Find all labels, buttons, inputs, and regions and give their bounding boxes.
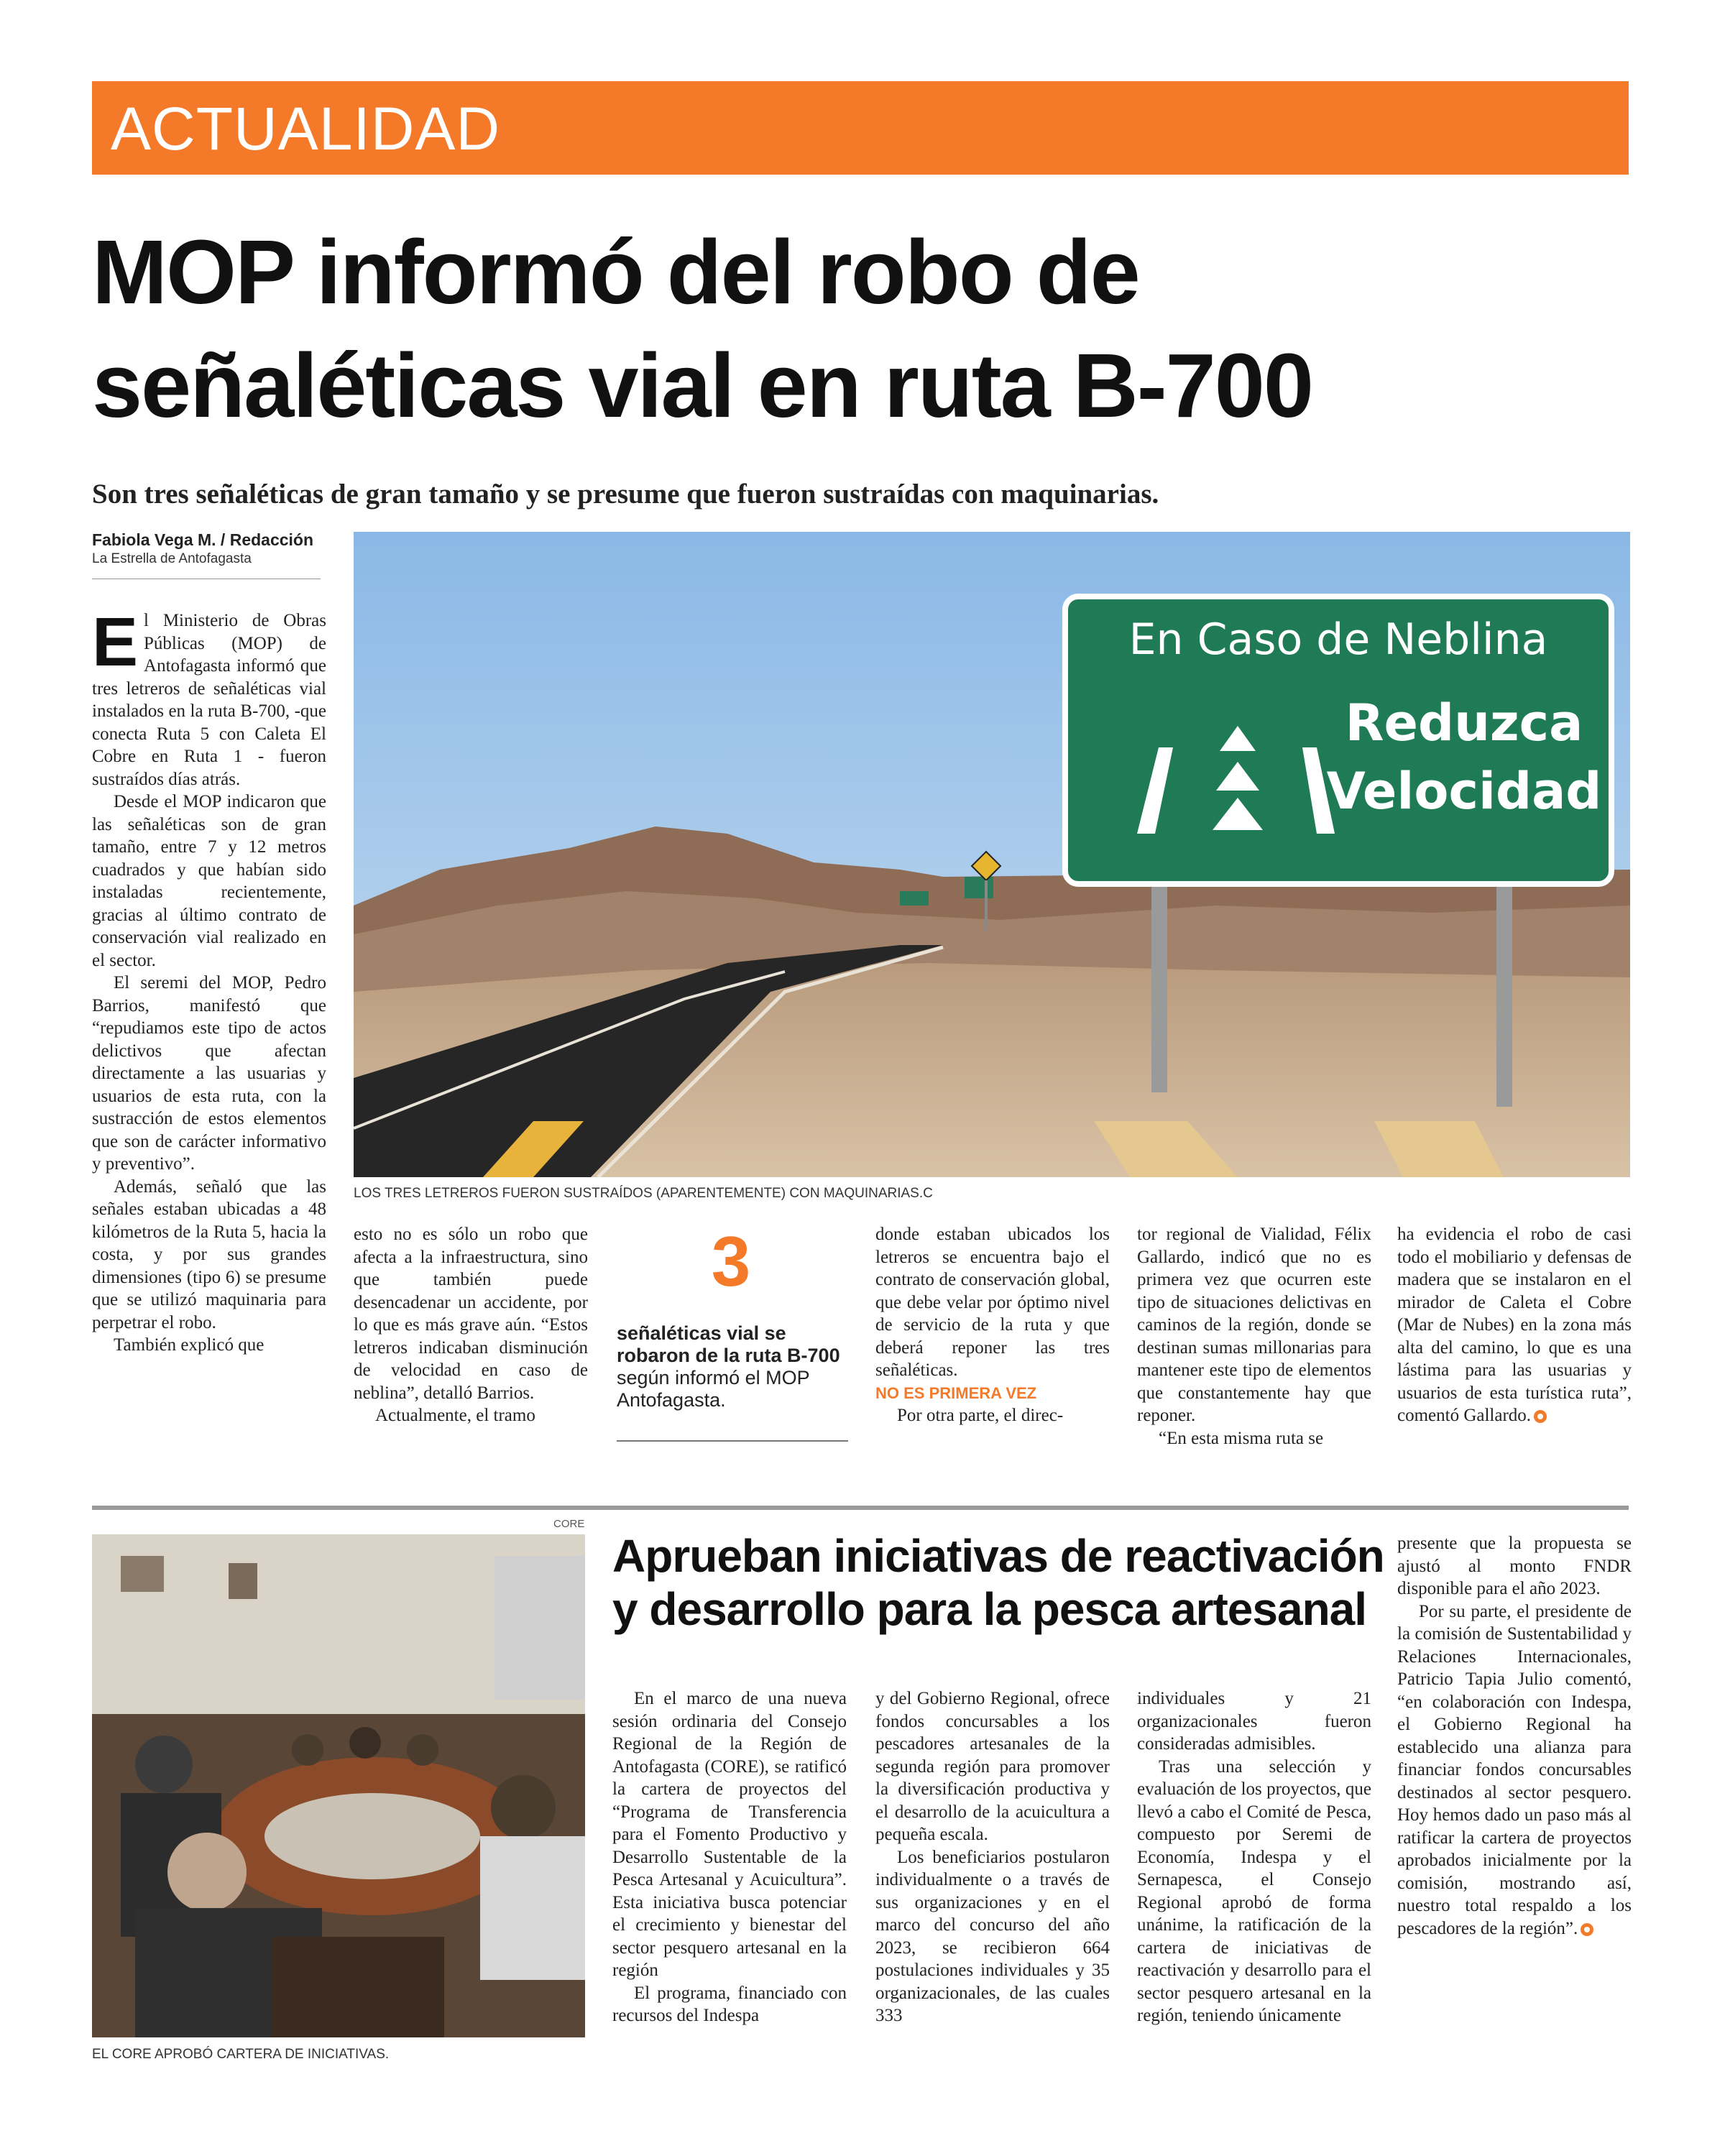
meeting-photo-illustration (92, 1534, 585, 2037)
sign-line-3: Velocidad (1326, 762, 1602, 821)
article1-column-2 (354, 1223, 588, 1427)
section-label: ACTUALIDAD (111, 95, 501, 162)
byline-outlet: La Estrella de Antofagasta (92, 551, 252, 566)
headline-line-2: señaléticas vial en ruta B-700 (92, 335, 1312, 436)
article2-column-1 (612, 1687, 847, 2027)
article1-column-5 (1397, 1223, 1632, 1427)
highlight-text-bold: señaléticas vial se robaron de la ruta B-700 (617, 1322, 840, 1366)
highlight-text-rest: según informó el MOP Antofagasta. (617, 1367, 810, 1411)
paragraph: Además, señaló que las señales estaban ubicadas a 48 kilómetros de la Ruta 5, hacia la costa, y por sus grandes dimensiones (tipo 6) se presume que se utilizó maquinaria para perpetrar el robo. (92, 1176, 326, 1332)
photo-caption: LOS TRES LETREROS FUERON SUSTRAÍDOS (APARENTEMENTE) CON MAQUINARIAS.C (354, 1186, 933, 1201)
headline2-line-2: y desarrollo para la pesca artesanal (612, 1583, 1367, 1635)
sign-line-2: Reduzca (1345, 694, 1583, 752)
end-of-article-icon (1534, 1410, 1547, 1423)
paragraph: En el marco de una nueva sesión ordinaria del Consejo Regional de la Región de Antofagasta (CORE), se ratificó la cartera de proyectos del “Programa de Transferencia para el Fomento Productivo y Desarrollo Sustentable de la Pesca Artesanal y Acuicultura”. Esta iniciativa busca potenciar el crecimiento y bienestar del sector pesquero artesanal en la región (612, 1689, 847, 1980)
headline2-line-1: Aprueban iniciativas de reactivación (612, 1530, 1384, 1582)
photo-caption: EL CORE APROBÓ CARTERA DE INICIATIVAS. (92, 2047, 390, 2062)
article2-column-2 (875, 1687, 1110, 2027)
highlight-number: 3 (711, 1222, 751, 1301)
article1-column-1 (92, 604, 326, 1357)
section-subtitle: NO ES PRIMERA VEZ (875, 1383, 1037, 1402)
paragraph: Actualmente, el tramo (375, 1406, 535, 1425)
article-headline (92, 216, 1637, 443)
paragraph: tor regional de Vialidad, Félix Gallardo, indicó que no es primera vez que ocurren este tipo de situaciones delictivas en caminos de la región, donde se destinan sumas millonarias para mantener este tipo de elementos que constantemente hay que reponer. (1137, 1225, 1371, 1425)
highlight-text (617, 1322, 854, 1411)
paragraph: El seremi del MOP, Pedro Barrios, manifestó que “repudiamos este tipo de actos delictivos que afectan directamente a las usuarias y usuarios de esta ruta, con la sustracción de estos elementos que son de carácter informativo y preventivo”. (92, 973, 326, 1174)
section-banner (92, 81, 1629, 175)
road-photo-illustration (354, 532, 1630, 1177)
paragraph: individuales y 21 organizacionales fueron consideradas admisibles. (1137, 1689, 1371, 1754)
article2-column-3 (1137, 1687, 1371, 2027)
council-meeting-photo (92, 1534, 585, 2037)
drop-cap: E (92, 604, 139, 681)
paragraph: Los beneficiarios postularon individualmente o a través de sus organizaciones y en el marco del concurso del año 2023, se recibieron 664 postulaciones individuales y 35 organizacionales, de las cuales 333 (875, 1847, 1110, 2025)
byline (92, 530, 315, 567)
photo-credit: CORE (553, 1518, 585, 1530)
article-subhead: Son tres señaléticas de gran tamaño y se presume que fueron sustraídas con maquinarias. (92, 479, 1159, 510)
end-of-article-icon (1581, 1923, 1593, 1936)
paragraph: esto no es sólo un robo que afecta a la infraestructura, sino que también puede desencadenar un accidente, por lo que es más grave aún. “Estos letreros indicaban disminución de velocidad en caso de neblina”, detalló Barrios. (354, 1225, 588, 1403)
paragraph: Tras una selección y evaluación de los proyectos, que llevó a cabo el Comité de Pesca, compuesto por Seremi de Economía, Indespa y el Sernapesca, el Consejo Regional aprobó de forma unánime, la ratificación de la cartera de iniciativas de reactivación y desarrollo para el sector pesquero artesanal en la región, teniendo únicamente (1137, 1756, 1371, 2025)
road-sign-photo (354, 532, 1630, 1177)
paragraph: “En esta misma ruta se (1159, 1428, 1324, 1448)
article2-column-4 (1397, 1532, 1632, 1940)
article2-headline (612, 1529, 1396, 1636)
paragraph: y del Gobierno Regional, ofrece fondos concursables a los pescadores artesanales de la segunda región para promover la diversificación productiva y el desarrollo de la acuicultura a pequeña escala. (875, 1689, 1110, 1844)
paragraph: Desde el MOP indicaron que las señaléticas son de gran tamaño, entre 7 y 12 metros cuadrados y que habían sido instaladas recientemente, gracias al último contrato de conservación vial realizado en el sector. (92, 792, 326, 970)
paragraph: El Ministerio de Obras Públicas (MOP) de Antofagasta informó que tres letreros de señaléticas vial instalados en la ruta B-700, -que conecta Ruta 5 con Caleta El Cobre en Ruta 1 - fueron sustraídos días atrás. (92, 604, 326, 789)
paragraph: También explicó que (114, 1335, 264, 1355)
paragraph: Por su parte, el presidente de la comisión de Sustentabilidad y Relaciones Internacionales, Patricio Tapia Julio comentó, “en colaboración con Indespa, el Gobierno Regional ha establecido una alianza para financiar fondos concursables destinados al sector pesquero. Hoy hemos dado un paso más al ratificar la cartera de proyectos aprobados inicialmente por la comisión, mostrando así, nuestro total respaldo a los pescadores de la región”. (1397, 1601, 1632, 1938)
paragraph: donde estaban ubicados los letreros se encuentra bajo el contrato de conservación global, que debe velar por óptimo nivel de servicio de la ruta y que deberá reponer las tres señaléticas. (875, 1225, 1110, 1380)
sign-line-1: En Caso de Neblina (1128, 614, 1548, 665)
article-divider (92, 1506, 1629, 1510)
paragraph: El programa, financiado con recursos del Indespa (612, 1983, 847, 2025)
paragraph: ha evidencia el robo de casi todo el mobiliario y defensas de madera que se instalaron en el mirador de Caleta el Cobre (Mar de Nubes) en la zona más alta del camino, lo que es una lástima para las usuarias y usuarios de esta turística ruta”, comentó Gallardo. (1397, 1225, 1632, 1425)
article1-column-3 (875, 1223, 1110, 1427)
article1-column-4 (1137, 1223, 1371, 1450)
headline-line-1: MOP informó del robo de (92, 221, 1139, 323)
byline-author: Fabiola Vega M. / Redacción (92, 530, 314, 549)
highlight-rule (617, 1440, 848, 1442)
paragraph: Por otra parte, el direc- (897, 1406, 1064, 1425)
paragraph: presente que la propuesta se ajustó al monto FNDR disponible para el año 2023. (1397, 1534, 1632, 1598)
